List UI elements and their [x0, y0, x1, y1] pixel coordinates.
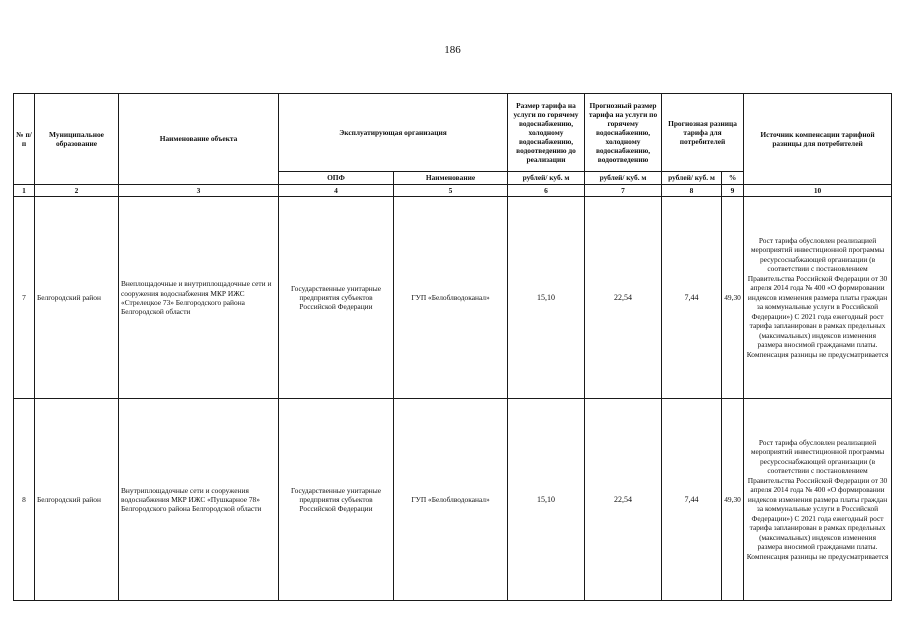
col-number: 5	[394, 185, 508, 197]
header-object: Наименование объекта	[119, 94, 279, 185]
row-source: Рост тарифа обусловлен реализацией мероприятий инвестиционной программы ресурсоснабжающей организации (в соответствии с постановлением Правительства Российской Федерации от 30 апреля 2014 года № 400 «О формировании индексов изменения размера платы граждан за коммунальные услуги в Российской Федерации») С 2021 года ежегодный рост тарифа запланирован в рамках предельных (максимальных) индексов изменения размера вносимой гражданами платы. Компенсация разницы не предусматривается	[744, 197, 892, 399]
header-tariff-forecast: Прогнозный размер тарифа на услуги по горячему водоснабжению, холодному водоснабжению, водоотведению	[585, 94, 662, 172]
row-forecast: 22,54	[585, 399, 662, 601]
row-municipality: Белгородский район	[35, 399, 119, 601]
col-number: 3	[119, 185, 279, 197]
header-num: № п/п	[14, 94, 35, 185]
header-opf: ОПФ	[279, 172, 394, 185]
col-number: 7	[585, 185, 662, 197]
header-unit-7: рублей/ куб. м	[585, 172, 662, 185]
table-row	[14, 197, 892, 399]
header-operator: Эксплуатирующая организация	[279, 94, 508, 172]
page-number: 186	[444, 44, 461, 56]
col-number: 1	[14, 185, 35, 197]
col-number: 8	[662, 185, 722, 197]
row-operator-name: ГУП «Белоблводоканал»	[394, 399, 508, 601]
col-number: 4	[279, 185, 394, 197]
row-tariff: 15,10	[508, 197, 585, 399]
row-operator-name: ГУП «Белоблводоканал»	[394, 197, 508, 399]
row-municipality: Белгородский район	[35, 197, 119, 399]
row-diff-rub: 7,44	[662, 399, 722, 601]
header-municipality: Муниципальное образование	[35, 94, 119, 185]
header-unit-8: рублей/ куб. м	[662, 172, 722, 185]
row-source: Рост тарифа обусловлен реализацией мероприятий инвестиционной программы ресурсоснабжающей организации (в соответствии с постановлением Правительства Российской Федерации от 30 апреля 2014 года № 400 «О формировании индексов изменения размера платы граждан за коммунальные услуги в Российской Федерации») С 2021 года ежегодный рост тарифа запланирован в рамках предельных (максимальных) индексов изменения размера вносимой гражданами платы. Компенсация разницы не предусматривается	[744, 399, 892, 601]
col-number: 2	[35, 185, 119, 197]
row-opf: Государственные унитарные предприятия субъектов Российской Федерации	[279, 399, 394, 601]
row-num: 7	[14, 197, 35, 399]
row-object: Внеплощадочные и внутриплощадочные сети и сооружения водоснабжения МКР ИЖС «Стрелецкое 73» Белгородского района Белгородской области	[119, 197, 279, 399]
row-forecast: 22,54	[585, 197, 662, 399]
row-diff-pct: 49,30	[722, 197, 744, 399]
row-num: 8	[14, 399, 35, 601]
header-difference: Прогнозная разница тарифа для потребителей	[662, 94, 744, 172]
column-number-row	[14, 185, 892, 197]
col-number: 9	[722, 185, 744, 197]
header-row	[14, 94, 892, 172]
header-name: Наименование	[394, 172, 508, 185]
col-number: 10	[744, 185, 892, 197]
row-opf: Государственные унитарные предприятия субъектов Российской Федерации	[279, 197, 394, 399]
row-diff-rub: 7,44	[662, 197, 722, 399]
col-number: 6	[508, 185, 585, 197]
row-object: Внутриплощадочные сети и сооружения водоснабжения МКР ИЖС «Пушкарное 78» Белгородского района Белгородской области	[119, 399, 279, 601]
header-unit-6: рублей/ куб. м	[508, 172, 585, 185]
row-tariff: 15,10	[508, 399, 585, 601]
header-unit-9: %	[722, 172, 744, 185]
table-row	[14, 399, 892, 601]
header-tariff-size: Размер тарифа на услуги по горячему водоснабжению, холодному водоснабжению, водоотведению до реализации	[508, 94, 585, 172]
row-diff-pct: 49,30	[722, 399, 744, 601]
header-source: Источник компенсации тарифной разницы для потребителей	[744, 94, 892, 185]
tariff-table	[13, 93, 892, 601]
